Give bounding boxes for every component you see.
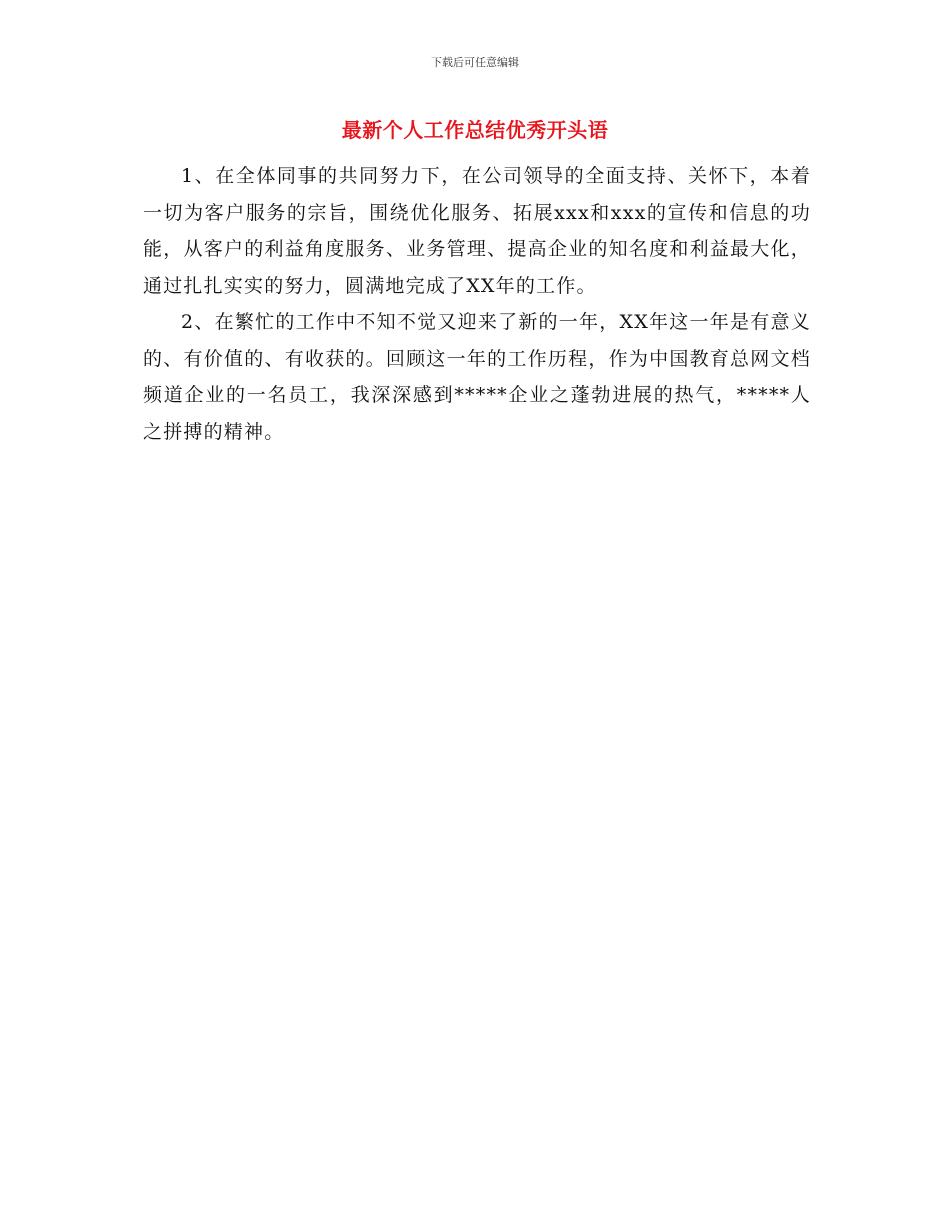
- paragraph-1: 1、在全体同事的共同努力下，在公司领导的全面支持、关怀下，本着一切为客户服务的宗旨，围绕优化服务、拓展xxx和xxx的宣传和信息的功能，从客户的利益角度服务、业务管理、提高企业的知名度和利益最大化，通过扎扎实实的努力，圆满地完成了XX年的工作。: [143, 165, 811, 297]
- document-body: [143, 158, 811, 450]
- paragraph-2: 2、在繁忙的工作中不知不觉又迎来了新的一年，XX年这一年是有意义的、有价值的、有收获的。回顾这一年的工作历程，作为中国教育总网文档频道企业的一名员工，我深深感到*****企业之蓬勃进展的热气，*****人之拼搏的精神。: [143, 311, 811, 443]
- document-title: 最新个人工作总结优秀开头语: [341, 118, 609, 142]
- header-note: 下载后可任意编辑: [431, 56, 519, 69]
